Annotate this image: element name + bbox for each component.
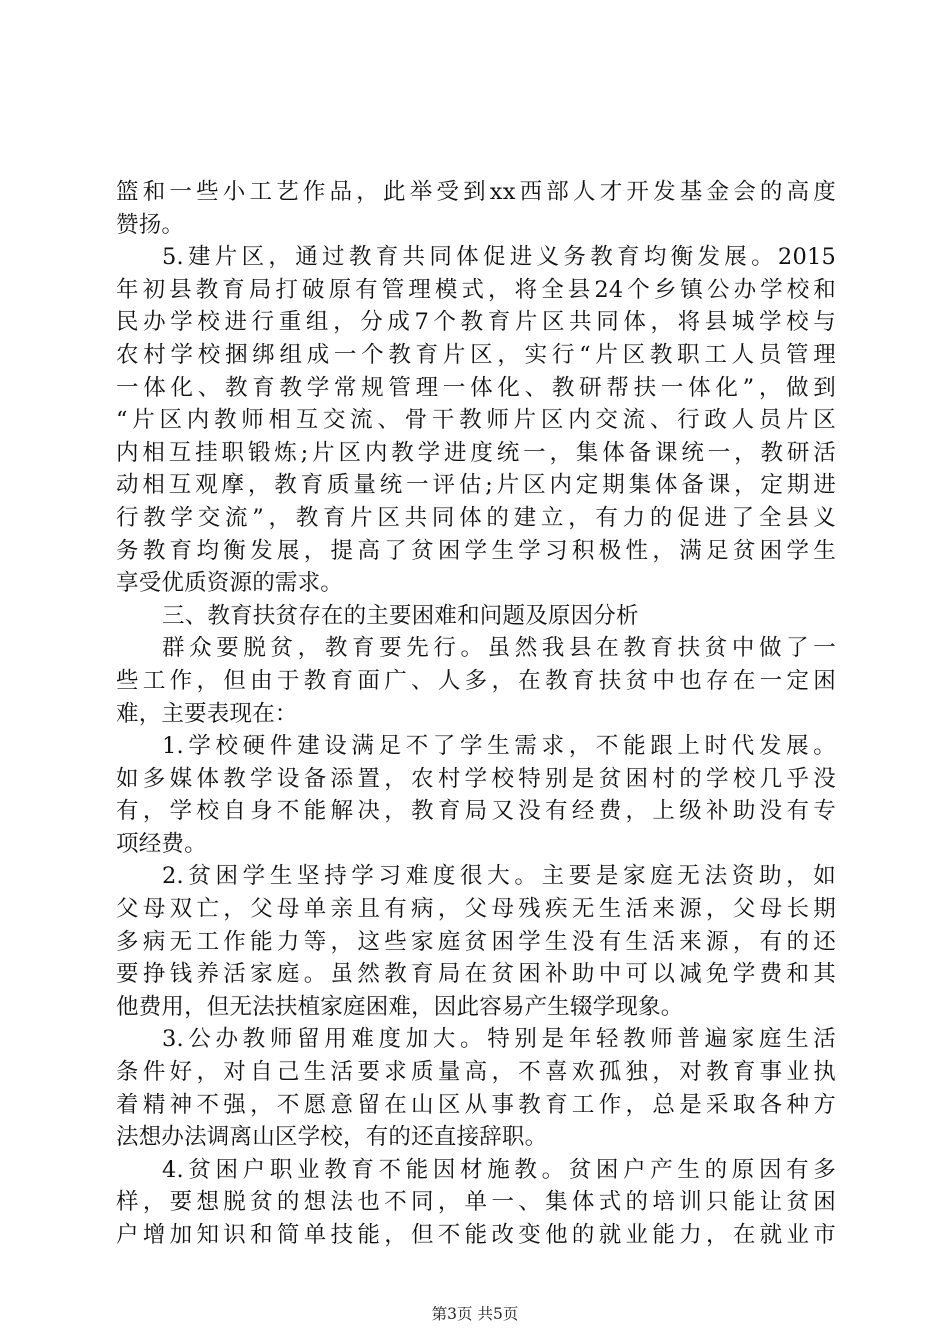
text-line: 务教育均衡发展，提高了贫困学生学习积极性，满足贫困学生 [116,537,836,564]
text-line: 有，学校自身不能解决，教育局又没有经费，上级补助没有专 [116,798,836,825]
text-line: 3.公办教师留用难度加大。特别是年轻教师普遍家庭生活 [162,1026,836,1053]
text-line: 动相互观摩，教育质量统一评估;片区内定期集体备课，定期进 [116,472,836,499]
text-line: 要挣钱养活家庭。虽然教育局在贫困补助中可以减免学费和其 [116,961,836,988]
text-line: 三、教育扶贫存在的主要困难和问题及原因分析 [162,602,639,629]
page-footer: 第3页 共5页 [431,1305,519,1323]
text-line: 户增加知识和简单技能，但不能改变他的就业能力，在就业市 [116,1222,836,1248]
text-line: 他费用，但无法扶植家庭困难，因此容易产生辍学现象。 [116,993,684,1020]
text-line: 内相互挂职锻炼;片区内教学进度统一，集体备课统一，教研活 [116,439,836,466]
text-line: 5.建片区，通过教育共同体促进义务教育均衡发展。2015 [162,244,836,271]
text-line: 难，主要表现在： [116,700,298,727]
text-line: 着精神不强，不愿意留在山区从事教育工作，总是采取各种方 [116,1091,836,1118]
text-line: 一体化、教育教学常规管理一体化、教研帮扶一体化”，做到 [116,374,836,401]
text-line: 群众要脱贫，教育要先行。虽然我县在教育扶贫中做了一 [162,635,836,662]
text-line: 1.学校硬件建设满足不了学生需求，不能跟上时代发展。 [162,733,836,760]
document-body [116,176,836,1252]
text-line: 年初县教育局打破原有管理模式，将全县24个乡镇公办学校和 [116,276,836,303]
text-line: 农村学校捆绑组成一个教育片区，实行“片区教职工人员管理 [116,341,836,368]
text-line: 享受优质资源的需求。 [116,570,344,597]
text-line: “片区内教师相互交流、骨干教师片区内交流、行政人员片区 [116,407,836,434]
text-line: 多病无工作能力等，这些家庭贫困学生没有生活来源，有的还 [116,928,836,955]
text-line: 父母双亡，父母单亲且有病，父母残疾无生活来源，父母长期 [116,896,836,923]
text-line: 条件好，对自己生活要求质量高，不喜欢孤独，对教育事业执 [116,1059,836,1086]
text-line: 法想办法调离山区学校，有的还直接辞职。 [116,1124,548,1151]
text-line: 些工作，但由于教育面广、人多，在教育扶贫中也存在一定困 [116,667,836,694]
text-line: 赞扬。 [116,211,185,238]
text-line: 2.贫困学生坚持学习难度很大。主要是家庭无法资助，如 [162,863,836,890]
text-line: 民办学校进行重组，分成7个教育片区共同体，将县城学校与 [116,309,836,336]
text-line: 篮和一些小工艺作品，此举受到xx西部人才开发基金会的高度 [116,179,836,205]
text-line: 如多媒体教学设备添置，农村学校特别是贫困村的学校几乎没 [116,765,836,792]
text-line: 样，要想脱贫的想法也不同，单一、集体式的培训只能让贫困 [116,1189,836,1216]
text-line: 4.贫困户职业教育不能因材施教。贫困户产生的原因有多 [162,1156,836,1183]
text-line: 行教学交流”，教育片区共同体的建立，有力的促进了全县义 [116,504,836,531]
text-line: 项经费。 [116,830,207,857]
